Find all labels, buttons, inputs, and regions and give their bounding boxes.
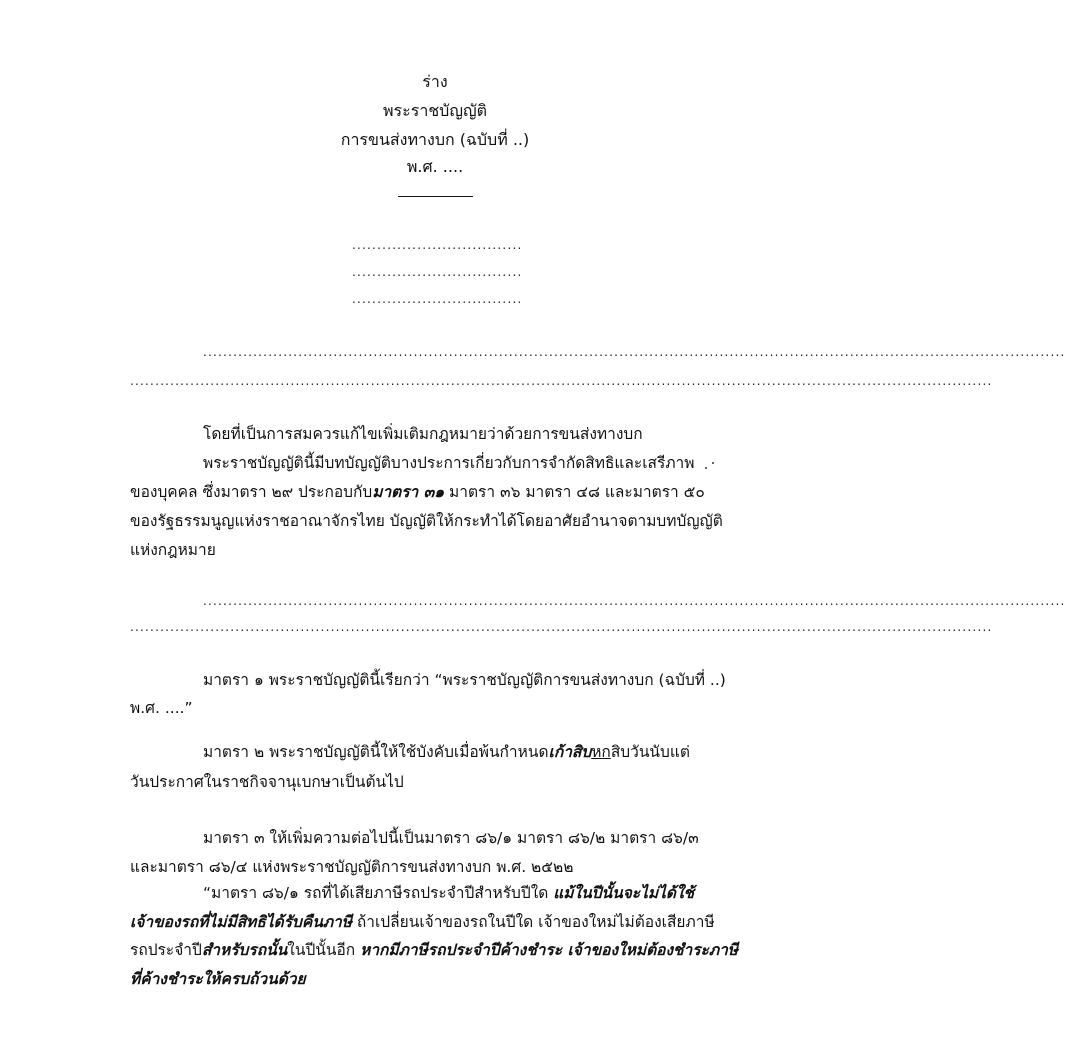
preamble-line <box>130 482 705 502</box>
draft-label: ร่าง <box>422 72 448 91</box>
section-3-line <box>203 883 694 903</box>
section-3-line: มาตรา ๓ ให้เพิ่มความต่อไปนี้เป็นมาตรา ๘๖/๑ มาตรา ๘๖/๒ มาตรา ๘๖/๓ <box>203 829 699 847</box>
amended-text: หากมีภาษีรถประจำปีค้างชำระ เจ้าของใหม่ต้องชำระภาษี <box>360 941 739 959</box>
amended-text: ที่ค้างชำระให้ครบถ้วนด้วย <box>130 970 306 988</box>
dotted-line: .................................. <box>352 238 523 252</box>
dotted-line: .................................. <box>352 292 523 306</box>
scan-speck <box>712 462 714 464</box>
section-2-line <box>203 742 690 762</box>
section-3-line <box>130 912 715 932</box>
preamble-line: แห่งกฎหมาย <box>130 541 216 559</box>
dotted-line: ............................................................................................................................................................................ <box>203 345 1066 359</box>
section-text: มาตรา ๒ พระราชบัญญัตินี้ให้ใช้บังคับเมื่อพ้นกำหนด <box>203 743 549 761</box>
preamble-text: มาตรา ๓๖ มาตรา ๔๘ และมาตรา ๕๐ <box>444 483 705 501</box>
amended-text: แม้ในปีนั้นจะไม่ได้ใช้ <box>553 884 695 902</box>
section-3-line: และมาตรา ๘๖/๔ แห่งพระราชบัญญัติการขนส่งทางบก พ.ศ. ๒๕๒๒ <box>130 858 574 876</box>
section-1-line: พ.ศ. ....” <box>130 699 193 717</box>
section-text: “มาตรา ๘๖/๑ รถที่ได้เสียภาษีรถประจำปีสำหรับปีใด <box>203 884 554 902</box>
act-name: การขนส่งทางบก (ฉบับที่ ..) <box>340 130 530 149</box>
preamble-line: โดยที่เป็นการสมควรแก้ไขเพิ่มเติมกฎหมายว่าด้วยการขนส่งทางบก <box>203 425 643 443</box>
dotted-line: ............................................................................................................................................................................ <box>130 374 993 388</box>
section-3-line <box>130 969 306 989</box>
section-text: ในปีนั้นอีก <box>287 941 361 959</box>
preamble-line: พระราชบัญญัตินี้มีบทบัญญัติบางประการเกี่ยวกับการจำกัดสิทธิและเสรีภาพ <box>203 454 695 472</box>
amended-text: เจ้าของรถที่ไม่มีสิทธิได้รับคืนภาษี <box>130 913 352 931</box>
dotted-line: ............................................................................................................................................................................ <box>203 594 1066 608</box>
section-1-line: มาตรา ๑ พระราชบัญญัตินี้เรียกว่า “พระราชบัญญัติการขนส่งทางบก (ฉบับที่ ..) <box>203 671 726 689</box>
title-underline <box>398 196 473 197</box>
section-text: รถประจำปี <box>130 941 202 959</box>
amended-text: มาตรา ๓๑ <box>372 483 445 501</box>
section-text: สิบวันนับแต่ <box>610 743 690 761</box>
act-year: พ.ศ. .... <box>406 157 464 176</box>
dotted-line: ............................................................................................................................................................................ <box>130 620 993 634</box>
section-3-line <box>130 940 738 960</box>
section-2-line: วันประกาศในราชกิจจานุเบกษาเป็นต้นไป <box>130 773 404 791</box>
preamble-text: ของบุคคล ซึ่งมาตรา ๒๙ ประกอบกับ <box>130 483 373 501</box>
inserted-text: หก <box>591 743 611 761</box>
amended-text: สำหรับรถนั้น <box>201 941 288 959</box>
scan-speck <box>705 467 707 469</box>
dotted-line: .................................. <box>352 265 523 279</box>
amended-text: เก้าสิบ <box>548 743 592 761</box>
preamble-line: ของรัฐธรรมนูญแห่งราชอาณาจักรไทย บัญญัติให้กระทำได้โดยอาศัยอำนาจตามบทบัญญัติ <box>130 512 723 530</box>
section-text: ถ้าเปลี่ยนเจ้าของรถในปีใด เจ้าของใหม่ไม่ต้องเสียภาษี <box>351 913 715 931</box>
act-kind: พระราชบัญญัติ <box>383 101 487 120</box>
